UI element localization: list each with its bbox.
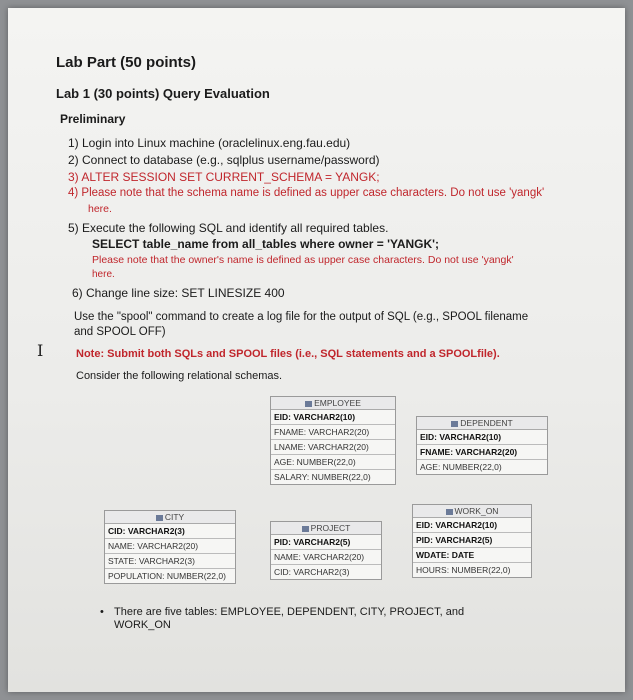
project-cid: CID: VARCHAR2(3) [274, 567, 350, 577]
page-title: Lab Part (50 points) [56, 54, 197, 71]
dependent-eid: EID: VARCHAR2(10) [417, 430, 547, 445]
table-icon [446, 509, 453, 515]
project-table [270, 521, 382, 580]
lab1-heading: Lab 1 (30 points) Query Evaluation [56, 86, 270, 101]
step-4: 4) Please note that the schema name is defined as upper case characters. Do not use 'yangk' [68, 187, 545, 199]
employee-table-header: EMPLOYEE [271, 397, 395, 410]
employee-lname: LNAME: VARCHAR2(20) [271, 440, 395, 455]
city-table [104, 510, 236, 584]
text-cursor-icon: I [37, 341, 44, 360]
city-table-header: CITY [105, 511, 235, 524]
dependent-table-header: DEPENDENT [417, 417, 547, 430]
work-on-wdate: WDATE: DATE [413, 548, 531, 563]
table-icon [305, 401, 312, 407]
work-on-hours: HOURS: NUMBER(22,0) [416, 565, 511, 575]
employee-table [270, 396, 396, 485]
work-on-table-header: WORK_ON [413, 505, 531, 518]
preliminary-heading: Preliminary [60, 112, 126, 126]
step-5-note: Please note that the owner's name is defined as upper case characters. Do not use 'yangk' [92, 254, 514, 266]
work-on-eid: EID: VARCHAR2(10) [413, 518, 531, 533]
employee-salary: SALARY: NUMBER(22,0) [274, 472, 371, 482]
table-icon [302, 526, 309, 532]
project-pid: PID: VARCHAR2(5) [271, 535, 381, 550]
step-4-cont: here. [88, 203, 112, 215]
step-5-note-cont: here. [92, 269, 115, 280]
step-3: 3) ALTER SESSION SET CURRENT_SCHEMA = YANGK; [68, 170, 380, 184]
table-icon [451, 421, 458, 427]
project-table-header: PROJECT [271, 522, 381, 535]
project-name: NAME: VARCHAR2(20) [271, 550, 381, 565]
step-5-sql: SELECT table_name from all_tables where owner = 'YANGK'; [92, 237, 440, 251]
tables-summary: There are five tables: EMPLOYEE, DEPENDENT, CITY, PROJECT, and [114, 606, 465, 618]
dependent-age: AGE: NUMBER(22,0) [420, 462, 502, 472]
schema-intro: Consider the following relational schemas. [76, 370, 283, 382]
city-cid: CID: VARCHAR2(3) [105, 524, 235, 539]
work-on-table [412, 504, 532, 578]
step-6: 6) Change line size: SET LINESIZE 400 [72, 286, 285, 300]
step-5: 5) Execute the following SQL and identify all required tables. [68, 221, 389, 235]
work-on-pid: PID: VARCHAR2(5) [413, 533, 531, 548]
city-state: STATE: VARCHAR2(3) [105, 554, 235, 569]
dependent-fname: FNAME: VARCHAR2(20) [417, 445, 547, 460]
employee-age: AGE: NUMBER(22,0) [271, 455, 395, 470]
bullet-icon: • [100, 606, 104, 618]
table-icon [156, 515, 163, 521]
document-page [8, 8, 625, 692]
tables-summary-cont: WORK_ON [114, 619, 171, 631]
submission-note: Note: Submit both SQLs and SPOOL files (i.e., SQL statements and a SPOOLfile). [76, 348, 500, 360]
employee-fname: FNAME: VARCHAR2(20) [271, 425, 395, 440]
spool-instruction: Use the "spool" command to create a log file for the output of SQL (e.g., SPOOL filename [74, 311, 529, 323]
step-2: 2) Connect to database (e.g., sqlplus username/password) [68, 153, 380, 167]
city-population: POPULATION: NUMBER(22,0) [108, 571, 226, 581]
city-name: NAME: VARCHAR2(20) [105, 539, 235, 554]
dependent-table [416, 416, 548, 475]
employee-eid: EID: VARCHAR2(10) [271, 410, 395, 425]
spool-instruction-cont: and SPOOL OFF) [74, 326, 166, 338]
step-1: 1) Login into Linux machine (oraclelinux.eng.fau.edu) [68, 136, 351, 150]
